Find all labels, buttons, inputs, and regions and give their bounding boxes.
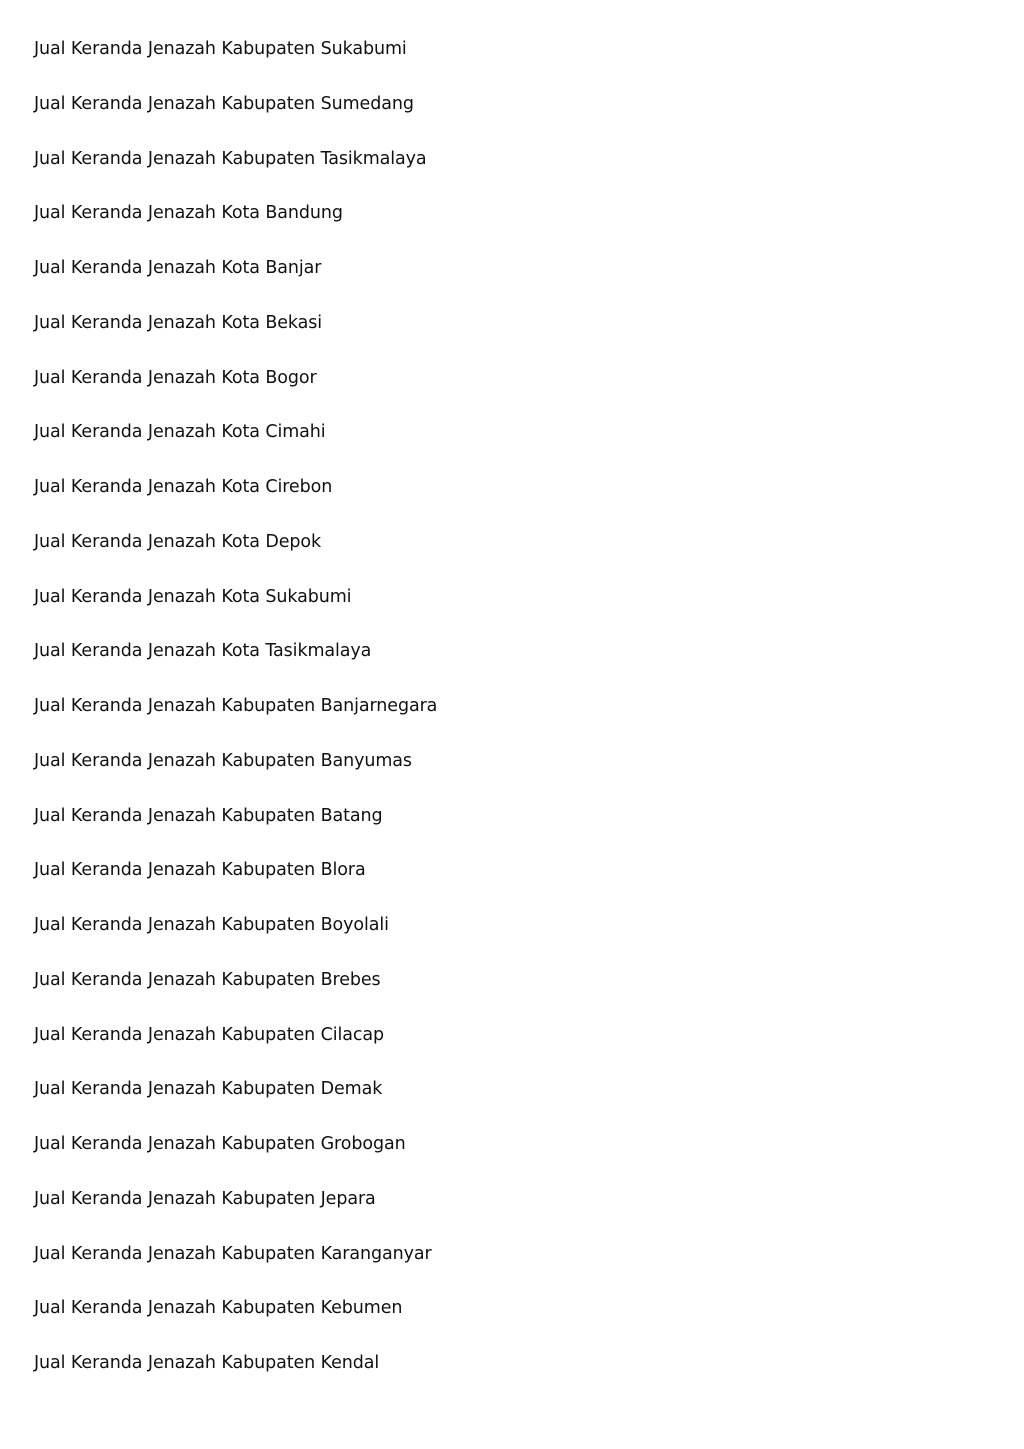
list-item: Jual Keranda Jenazah Kabupaten Tasikmalaya [34,148,427,169]
list-item: Jual Keranda Jenazah Kota Sukabumi [34,586,352,607]
list-item: Jual Keranda Jenazah Kabupaten Kebumen [34,1298,403,1319]
list-item: Jual Keranda Jenazah Kabupaten Demak [34,1079,383,1100]
list-item: Jual Keranda Jenazah Kota Banjar [34,258,322,278]
list-item: Jual Keranda Jenazah Kabupaten Kendal [34,1353,380,1373]
list-item: Jual Keranda Jenazah Kabupaten Sumedang [34,93,414,114]
list-item: Jual Keranda Jenazah Kabupaten Brebes [34,969,381,990]
list-item: Jual Keranda Jenazah Kabupaten Grobogan [34,1134,406,1154]
list-item: Jual Keranda Jenazah Kota Bandung [34,203,343,224]
location-list [34,36,437,1405]
list-item: Jual Keranda Jenazah Kabupaten Batang [34,805,383,826]
list-item: Jual Keranda Jenazah Kota Cirebon [34,477,333,497]
list-item: Jual Keranda Jenazah Kabupaten Jepara [34,1188,376,1209]
list-item: Jual Keranda Jenazah Kabupaten Karanganyar [34,1243,432,1264]
list-item: Jual Keranda Jenazah Kota Bogor [34,367,317,388]
list-item: Jual Keranda Jenazah Kota Depok [34,531,322,552]
list-item: Jual Keranda Jenazah Kota Bekasi [34,312,323,333]
list-item: Jual Keranda Jenazah Kabupaten Sukabumi [34,39,407,59]
list-item: Jual Keranda Jenazah Kabupaten Banyumas [34,750,412,771]
list-item: Jual Keranda Jenazah Kabupaten Cilacap [34,1024,385,1045]
list-item: Jual Keranda Jenazah Kota Tasikmalaya [34,641,372,662]
list-item: Jual Keranda Jenazah Kabupaten Banjarnegara [34,696,438,716]
list-item: Jual Keranda Jenazah Kabupaten Boyolali [34,915,389,935]
list-item: Jual Keranda Jenazah Kabupaten Blora [34,860,366,881]
list-item: Jual Keranda Jenazah Kota Cimahi [34,422,326,443]
